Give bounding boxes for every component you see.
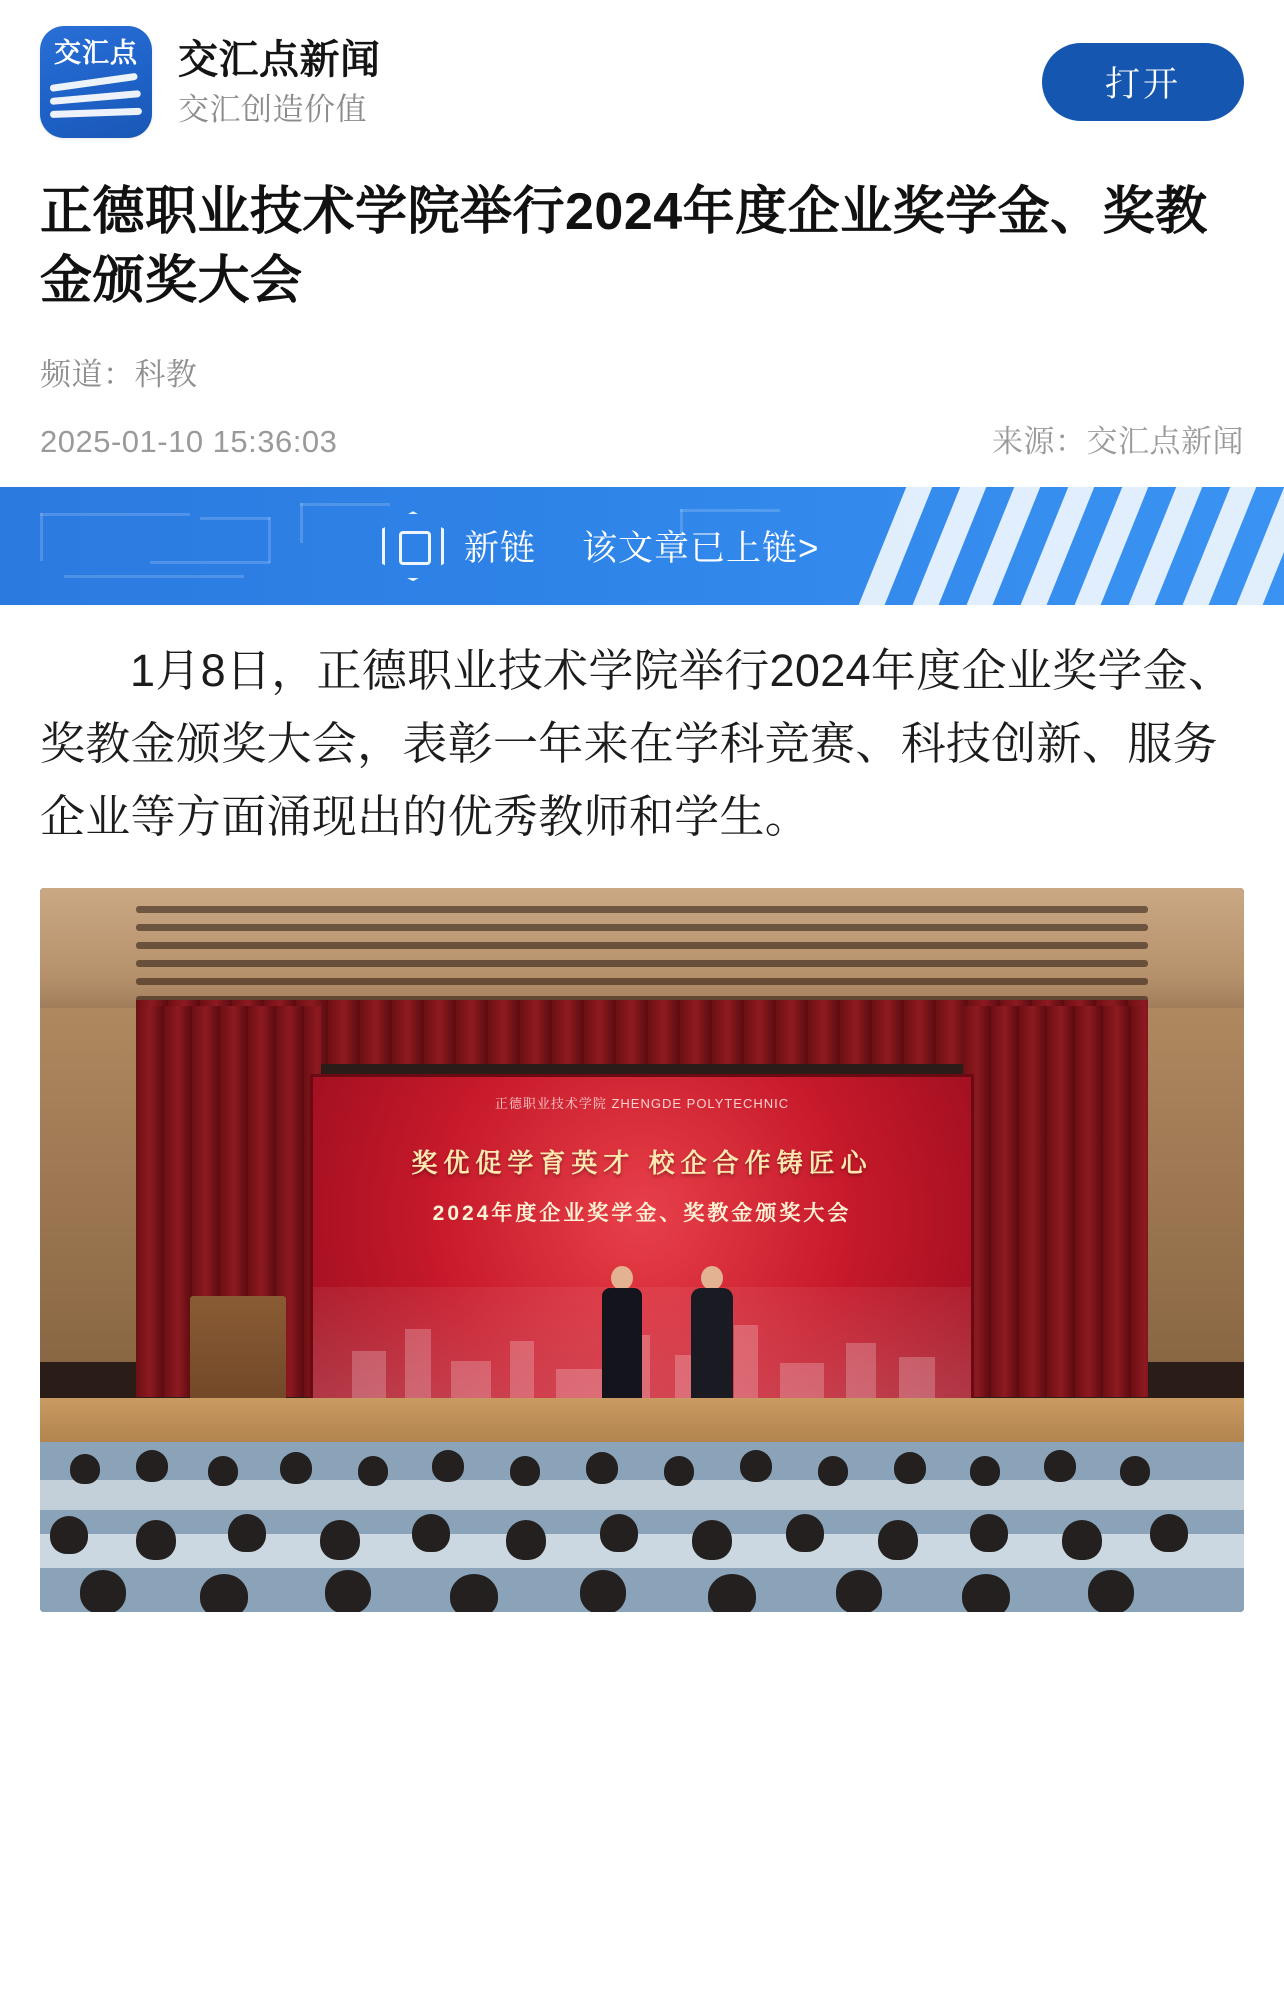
article-paragraph: 1月8日，正德职业技术学院举行2024年度企业奖学金、奖教金颁奖大会，表彰一年来在学科竞赛、科技创新、服务企业等方面涌现出的优秀教师和学生。 xyxy=(40,645,1234,843)
article-channel: 频道：科教 xyxy=(40,357,198,393)
photo-screen-logo: 正德职业技术学院 ZHENGDE POLYTECHNIC xyxy=(494,1095,790,1111)
app-logo-text: 交汇点 xyxy=(54,38,138,68)
open-app-button[interactable]: 打开 xyxy=(1042,43,1244,121)
app-name: 交汇点新闻 xyxy=(178,37,381,82)
blockchain-banner[interactable] xyxy=(0,487,1284,605)
article-photo xyxy=(40,888,1244,1612)
photo-screen-title: 奖优促学育英才 校企合作铸匠心 xyxy=(411,1147,873,1178)
photo-audience xyxy=(40,1442,1244,1612)
blockchain-label: 新链 xyxy=(464,529,537,569)
article-body xyxy=(0,605,1284,854)
app-slogan: 交汇创造价值 xyxy=(178,91,367,127)
article-header xyxy=(0,160,1284,487)
app-meta xyxy=(178,35,1042,130)
page-title: 正德职业技术学院举行2024年度企业奖学金、奖教金颁奖大会 xyxy=(40,183,1208,310)
app-promo-bar xyxy=(0,0,1284,160)
article-meta-row xyxy=(40,416,1244,487)
article-source: 来源：交汇点新闻 xyxy=(992,424,1244,460)
banner-stripes-decoration xyxy=(854,487,1284,605)
app-logo-waves-icon xyxy=(50,83,142,125)
app-logo xyxy=(40,26,152,138)
photo-speaker-male xyxy=(600,1266,644,1416)
blockchain-link[interactable]: 该文章已上链> xyxy=(582,529,820,569)
photo-speaker-female xyxy=(690,1266,734,1416)
photo-wall-left xyxy=(40,1008,150,1362)
blockchain-hexagon-icon xyxy=(382,511,444,581)
photo-curtain-right xyxy=(963,1006,1148,1397)
photo-screen-subtitle: 2024年度企业奖学金、奖教金颁奖大会 xyxy=(432,1201,852,1225)
article-timestamp: 2025-01-10 15:36:03 xyxy=(40,424,338,460)
photo-wall-right xyxy=(1134,1008,1244,1362)
banner-content xyxy=(382,511,819,581)
